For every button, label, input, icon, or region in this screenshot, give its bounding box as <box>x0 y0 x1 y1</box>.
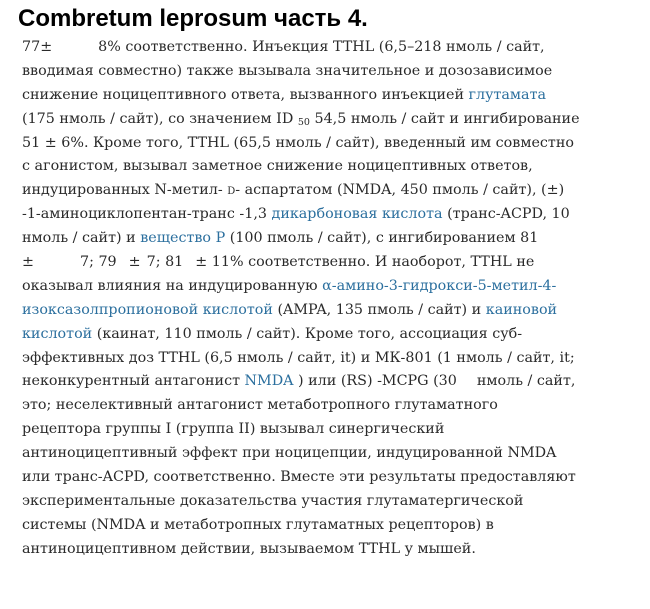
subscript-50: 50 <box>297 116 310 128</box>
text-segment: -1-аминоциклопентан-транс -1,3 <box>22 206 272 223</box>
text-line-7 <box>22 179 642 203</box>
text-line-15 <box>22 370 642 394</box>
text-line-8 <box>22 203 642 227</box>
text-segment: ± 11% соответственно. И наоборот, TTHL не <box>195 254 535 271</box>
text-segment: (каинат, 110 пмоль / сайт). Кроме того, ассоциация суб- <box>92 325 523 342</box>
text-segment: 7; 81 <box>146 254 184 271</box>
text-line-19: или транс-ACPD, соответственно. Вместе эти результаты предоставляют <box>22 469 576 486</box>
kainic-acid-link-continued[interactable]: кислотой <box>22 325 93 342</box>
text-segment: нмоль / сайт) и <box>22 230 141 247</box>
text-segment: нмоль / сайт, <box>476 373 576 390</box>
text-line-21: системы (NMDA и метаботропных глутаматных рецепторов) в <box>22 516 494 533</box>
ampa-link[interactable]: α-амино-3-гидрокси-5-метил-4- <box>322 277 557 294</box>
text-segment: (транс-ACPD, 10 <box>442 206 570 223</box>
dicarboxylic-acid-link[interactable]: дикарбоновая кислота <box>271 206 443 223</box>
text-line-11 <box>22 275 642 299</box>
page-title: Combretum leprosum часть 4. <box>18 5 368 32</box>
ampa-link-continued[interactable]: изоксазолпропионовой кислотой <box>22 301 273 318</box>
text-line-1 <box>22 36 642 60</box>
text-segment: оказывал влияния на индуцированную <box>22 277 323 294</box>
text-line-2: вводимая совместно) также вызывала значительное и дозозависимое <box>22 62 553 79</box>
text-segment: 77± <box>22 39 53 55</box>
text-segment: неконкурентный антагонист <box>22 373 245 390</box>
text-segment: индуцированных N-метил- <box>22 182 228 199</box>
text-segment: ± <box>22 254 34 271</box>
text-line-14: эффективных доз TTHL (6,5 нмоль / сайт, it) и МК-801 (1 нмоль / сайт, it; <box>22 349 575 366</box>
text-line-3 <box>22 84 642 108</box>
small-caps-d: D <box>227 186 236 198</box>
text-line-20: экспериментальные доказательства участия глутаматергической <box>22 492 524 509</box>
glutamate-link[interactable]: глутамата <box>468 86 547 103</box>
text-line-13 <box>22 323 642 347</box>
nmda-link[interactable]: NMDA <box>244 373 294 390</box>
text-segment: 8% соответственно. Инъекция TTHL (6,5–218 нмоль / сайт, <box>98 39 545 55</box>
text-segment: снижение ноцицептивного ответа, вызванного инъекцией <box>22 86 469 103</box>
text-line-5: 51 ± 6%. Кроме того, TTHL (65,5 нмоль / сайт), введенный им совместно <box>22 134 574 151</box>
text-segment: (175 нмоль / сайт), со значением ID <box>22 110 298 127</box>
text-segment: (AMPA, 135 пмоль / сайт) и <box>272 301 486 318</box>
text-line-9 <box>22 227 642 251</box>
text-line-18: антиноцицептивный эффект при ноцицепции, индуцированной NMDA <box>22 445 557 462</box>
text-line-22: антиноцицептивном действии, вызываемом TTHL у мышей. <box>22 540 476 557</box>
text-segment: 54,5 нмоль / сайт и ингибирование <box>309 110 580 127</box>
text-segment: ) или (RS) -MCPG (30 <box>293 373 457 390</box>
text-segment: 7; 79 <box>79 254 117 271</box>
text-line-12 <box>22 299 642 323</box>
text-segment: - аспартатом (NMDA, 450 пмоль / сайт), (±) <box>235 182 565 199</box>
text-line-17: рецептора группы I (группа II) вызывал синергический <box>22 421 445 438</box>
text-line-16: это; неселективный антагонист метаботропного глутаматного <box>22 397 498 414</box>
text-line-10 <box>22 251 642 275</box>
text-segment: ± <box>128 254 141 271</box>
text-line-6: с агонистом, вызывал заметное снижение ноцицептивных ответов, <box>22 158 533 175</box>
article-body <box>22 36 642 562</box>
text-segment: (100 пмоль / сайт), с ингибированием 81 <box>225 230 539 247</box>
kainic-acid-link[interactable]: каиновой <box>485 301 558 318</box>
substance-p-link[interactable]: вещество P <box>140 230 226 247</box>
text-line-4 <box>22 108 642 132</box>
